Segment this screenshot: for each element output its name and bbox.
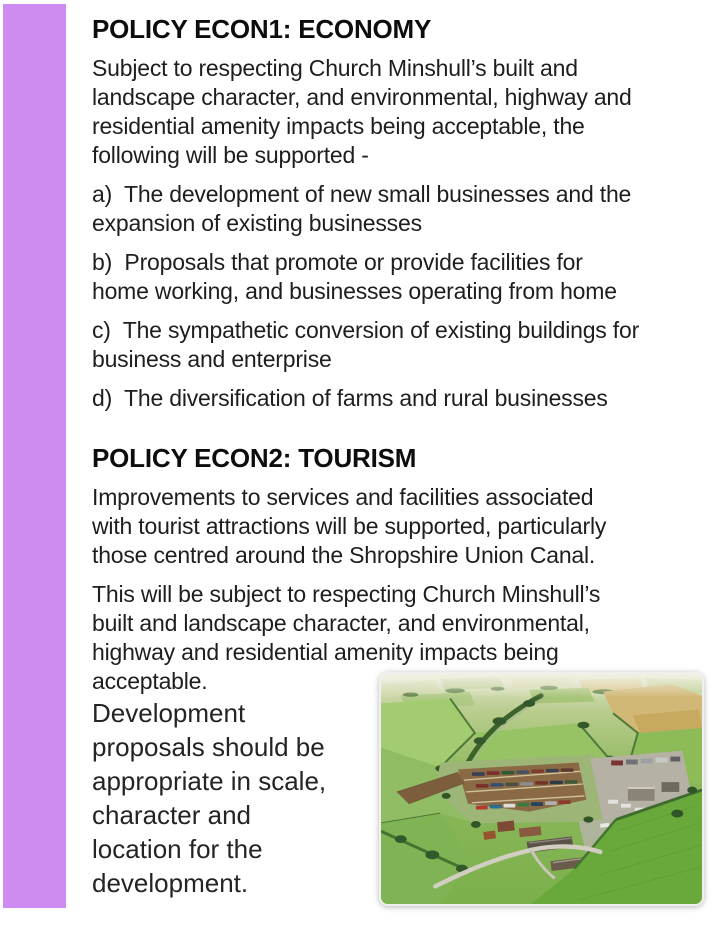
text-line: business and enterprise — [92, 346, 332, 372]
text-line: character and — [92, 800, 251, 830]
marina-aerial-photo — [379, 672, 704, 906]
text-line: Subject to respecting Church Minshull’s built and — [92, 55, 578, 81]
econ1-item-d — [92, 384, 692, 413]
policy-econ2-heading: POLICY ECON2: TOURISM — [92, 443, 417, 473]
text-line: acceptable. — [92, 668, 208, 694]
text-line: c) The sympathetic conversion of existing buildings for — [92, 317, 640, 343]
text-line: appropriate in scale, — [92, 766, 327, 796]
left-accent-bar — [3, 4, 66, 908]
text-line: expansion of existing businesses — [92, 210, 422, 236]
text-line: a) The development of new small businesses and the — [92, 181, 632, 207]
text-line: following will be supported - — [92, 142, 369, 168]
text-line: residential amenity impacts being acceptable, the — [92, 113, 585, 139]
text-line: development. — [92, 868, 249, 898]
marina-aerial-illustration — [381, 674, 702, 904]
text-line: home working, and businesses operating from home — [92, 278, 617, 304]
econ2-paragraph-1 — [92, 483, 692, 570]
text-line: with tourist attractions will be supported, particularly — [92, 513, 607, 539]
text-line: b) Proposals that promote or provide facilities for — [92, 249, 583, 275]
econ1-item-b — [92, 248, 692, 306]
text-line: Improvements to services and facilities associated — [92, 484, 594, 510]
text-line: location for the — [92, 834, 263, 864]
text-line: landscape character, and environmental, highway and — [92, 84, 632, 110]
text-line: built and landscape character, and environmental, — [92, 610, 590, 636]
policy-econ1-heading: POLICY ECON1: ECONOMY — [92, 14, 432, 44]
text-line: those centred around the Shropshire Union Canal. — [92, 542, 596, 568]
econ1-item-a — [92, 180, 692, 238]
text-line: Development — [92, 698, 246, 728]
econ1-item-c — [92, 316, 692, 374]
text-line: d) The diversification of farms and rural businesses — [92, 385, 608, 411]
text-line: This will be subject to respecting Church Minshull’s — [92, 581, 601, 607]
econ1-intro-paragraph — [92, 54, 692, 170]
text-line: highway and residential amenity impacts being — [92, 639, 559, 665]
text-line: proposals should be — [92, 732, 325, 762]
